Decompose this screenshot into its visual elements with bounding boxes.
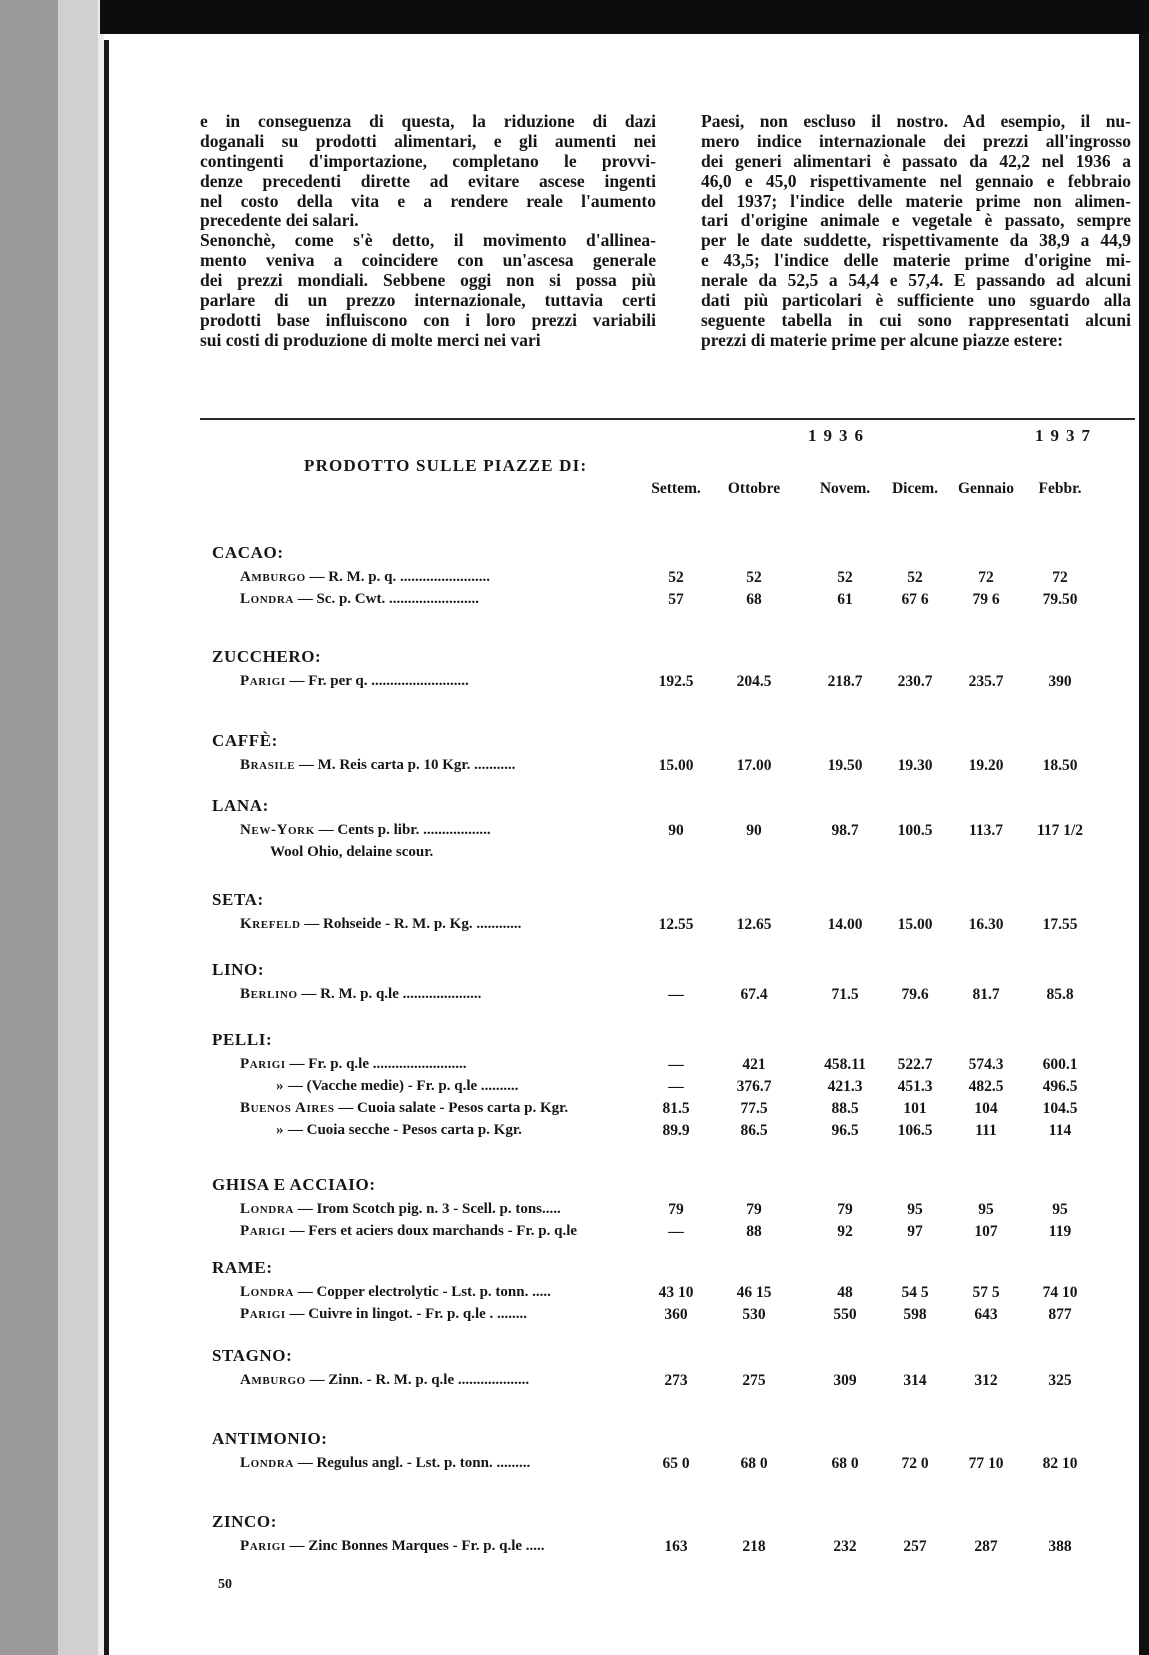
category-heading: LANA: (212, 796, 269, 815)
row-description: — Cuoia salate - Pesos carta p. Kgr. (338, 1100, 569, 1116)
table-cell: 451.3 (897, 1078, 933, 1095)
row-city: Buenos Aires (240, 1100, 335, 1116)
row-description: — Fr. per q. .......................... (289, 673, 469, 689)
table-cell: 79.6 (901, 986, 929, 1003)
right-column-line: dati più particolari è sufficiente uno sguardo alla (701, 290, 1131, 311)
table-cell: 71.5 (831, 986, 859, 1003)
table-cell: 232 (833, 1538, 857, 1555)
right-column-line: per le date suddette, rispettivamente da 38,9 a 44,9 (701, 230, 1131, 251)
row-city: New-York (240, 822, 315, 838)
table-cell: 88 (746, 1223, 762, 1240)
table-cell: 230.7 (897, 673, 933, 690)
left-column-line: mento veniva a coincidere con un'ascesa generale (200, 250, 656, 271)
table-cell: 19.50 (827, 757, 863, 774)
table-cell: 496.5 (1042, 1078, 1078, 1095)
table-cell: 235.7 (968, 673, 1004, 690)
row-description: — Sc. p. Cwt. ........................ (297, 591, 479, 607)
table-top-rule (200, 418, 1135, 420)
table-row-label (240, 916, 668, 933)
table-row-label (276, 1078, 668, 1095)
table-cell: 17.55 (1042, 916, 1078, 933)
table-cell: — (668, 1056, 684, 1073)
table-cell: — (668, 1078, 684, 1095)
row-city: Parigi (240, 1306, 286, 1322)
row-description: — Fr. p. q.le ......................... (289, 1056, 467, 1072)
table-row-label (240, 1455, 668, 1472)
table-row-label (240, 986, 668, 1003)
table-cell: — (668, 986, 684, 1003)
left-column-line: denze precedenti dirette ad evitare ascese ingenti (200, 170, 656, 191)
table-cell: 16.30 (968, 916, 1004, 933)
right-column-line: 46,0 e 45,0 rispettivamente nel gennaio e febbraio (701, 170, 1131, 191)
table-row-label (240, 569, 668, 586)
table-cell: 68 0 (740, 1455, 768, 1472)
right-column-line: prezzi di materie prime per alcune piazze estere: (701, 329, 1064, 350)
table-cell: 218.7 (827, 673, 863, 690)
row-description: — M. Reis carta p. 10 Kgr. ........... (298, 757, 516, 773)
table-cell: 79 (668, 1201, 684, 1218)
category-heading: STAGNO: (212, 1346, 293, 1365)
category-heading: LINO: (212, 960, 265, 979)
table-cell: 68 (746, 591, 762, 608)
row-city: Londra (240, 591, 294, 607)
table-cell: 82 10 (1042, 1455, 1078, 1472)
row-description: — Cuivre in lingot. - Fr. p. q.le . ........ (289, 1306, 528, 1322)
table-cell: 273 (664, 1372, 688, 1389)
row-description: — Irom Scotch pig. n. 3 - Scell. p. tons..... (297, 1201, 561, 1217)
table-cell: 550 (833, 1306, 857, 1323)
table-cell: 74 10 (1042, 1284, 1078, 1301)
table-row-label (240, 1223, 668, 1240)
table-cell: 598 (903, 1306, 927, 1323)
table-cell: 114 (1048, 1122, 1072, 1139)
category-heading: RAME: (212, 1258, 273, 1277)
table-cell: 106.5 (897, 1122, 933, 1139)
table-cell: 104 (974, 1100, 998, 1117)
row-description: — Regulus angl. - Lst. p. tonn. ......... (297, 1455, 531, 1471)
scan-edge-top (100, 0, 1149, 34)
month-header: Novem. (819, 480, 871, 497)
table-cell: 18.50 (1042, 757, 1078, 774)
table-cell: 309 (833, 1372, 857, 1389)
table-cell: 101 (903, 1100, 927, 1117)
row-city: Parigi (240, 673, 286, 689)
right-column-line: del 1937; l'indice delle materie prime non alimen- (701, 190, 1131, 211)
table-cell: 119 (1048, 1223, 1072, 1240)
category-heading: ZUCCHERO: (212, 647, 322, 666)
table-cell: 314 (903, 1372, 927, 1389)
table-cell: 257 (903, 1538, 927, 1555)
left-column-line: parlare di un prezzo internazionale, tuttavia certi (200, 290, 656, 311)
page-number: 50 (218, 1577, 232, 1592)
table-cell: 19.20 (968, 757, 1004, 774)
table-row-label (240, 757, 668, 774)
table-cell: 15.00 (897, 916, 933, 933)
table-cell: 113.7 (968, 822, 1004, 839)
left-column-line: precedente dei salari. (200, 210, 359, 231)
table-cell: 88.5 (831, 1100, 859, 1117)
table-cell: 325 (1048, 1372, 1072, 1389)
table-cell: 111 (975, 1122, 997, 1139)
table-header-year-1936: 1936 (808, 426, 870, 445)
table-cell: 52 (668, 569, 684, 586)
table-cell: 61 (837, 591, 853, 608)
table-cell: 312 (974, 1372, 998, 1389)
right-column-line: nerale da 52,5 a 54,4 e 57,4. E passando ad alcuni (701, 270, 1131, 291)
table-cell: 52 (837, 569, 853, 586)
table-cell: 79 (837, 1201, 853, 1218)
table-cell: 12.55 (658, 916, 694, 933)
category-heading: GHISA E ACCIAIO: (212, 1175, 376, 1194)
table-cell: 275 (742, 1372, 766, 1389)
row-description: — Cents p. libr. .................. (318, 822, 491, 838)
table-cell: 95 (1052, 1201, 1068, 1218)
table-header-year-1937: 1937 (1035, 426, 1097, 445)
table-cell: 98.7 (831, 822, 859, 839)
month-header: Febbr. (1038, 480, 1082, 497)
table-row-label (240, 1100, 668, 1117)
table-row-label (240, 1306, 668, 1323)
table-row-label (240, 591, 668, 608)
table-cell: 95 (978, 1201, 994, 1218)
right-column-line: Paesi, non escluso il nostro. Ad esempio, il nu- (701, 112, 1131, 131)
table-cell: — (668, 1223, 684, 1240)
left-column-line: prodotti base influiscono con i loro prezzi variabili (200, 309, 656, 330)
table-cell: 360 (664, 1306, 688, 1323)
table-cell: 19.30 (897, 757, 933, 774)
table-cell: 43 10 (658, 1284, 694, 1301)
table-cell: 90 (746, 822, 762, 839)
category-heading: SETA: (212, 890, 264, 909)
table-cell: 877 (1048, 1306, 1072, 1323)
category-heading: ANTIMONIO: (212, 1429, 328, 1448)
table-cell: 92 (837, 1223, 853, 1240)
table-cell: 81.7 (972, 986, 1000, 1003)
row-city: Krefeld (240, 916, 301, 932)
table-cell: 81.5 (662, 1100, 690, 1117)
left-column-line: Senonchè, come s'è detto, il movimento d'allinea- (200, 230, 656, 251)
right-column-line: tari d'origine animale e vegetale è passato, sempre (701, 210, 1131, 231)
table-cell: 79.50 (1042, 591, 1078, 608)
table-cell: 100.5 (897, 822, 933, 839)
table-cell: 458.11 (824, 1056, 866, 1073)
category-heading: CAFFÈ: (212, 731, 278, 750)
right-column-line: mero indice internazionale dei prezzi all'ingrosso (701, 130, 1131, 151)
row-description: — Cuoia secche - Pesos carta p. Kgr. (287, 1122, 522, 1138)
row-city: Berlino (240, 986, 298, 1002)
text-column-right (701, 112, 1131, 351)
table-cell: 287 (974, 1538, 998, 1555)
table-cell: 96.5 (831, 1122, 859, 1139)
text-column-left (200, 112, 656, 351)
table-cell: 77.5 (740, 1100, 768, 1117)
month-header: Gennaio (958, 480, 1014, 497)
row-description: — R. M. p. q.le ..................... (301, 986, 482, 1002)
row-description: — (Vacche medie) - Fr. p. q.le .......... (287, 1078, 519, 1094)
table-cell: 104.5 (1042, 1100, 1078, 1117)
month-header: Settem. (651, 480, 701, 497)
table-cell: 72 (1052, 569, 1068, 586)
table-cell: 390 (1048, 673, 1072, 690)
right-column-line: dei generi alimentari è passato da 42,2 nel 1936 a (701, 150, 1131, 171)
row-city: Brasile (240, 757, 296, 773)
table-cell: 57 5 (972, 1284, 1000, 1301)
month-header: Dicem. (891, 480, 939, 497)
table-cell: 46 15 (736, 1284, 772, 1301)
left-column-line: doganali su prodotti alimentari, e gli aumenti nei (200, 130, 656, 151)
row-description: — Zinn. - R. M. p. q.le ................... (309, 1372, 530, 1388)
row-description: — R. M. p. q. ........................ (309, 569, 490, 585)
table-cell: 376.7 (736, 1078, 772, 1095)
table-cell: 89.9 (662, 1122, 690, 1139)
table-row-label (240, 1201, 668, 1218)
table-cell: 57 (668, 591, 684, 608)
row-description: Wool Ohio, delaine scour. (270, 844, 434, 860)
row-city: Amburgo (240, 1372, 306, 1388)
table-cell: 12.65 (736, 916, 772, 933)
table-cell: 86.5 (740, 1122, 768, 1139)
row-city: Londra (240, 1284, 294, 1300)
left-column-line: dei prezzi mondiali. Sebbene oggi non si possa più (200, 270, 656, 291)
table-cell: 85.8 (1046, 986, 1074, 1003)
table-cell: 72 0 (901, 1455, 929, 1472)
table-cell: 218 (742, 1538, 766, 1555)
table-cell: 192.5 (658, 673, 694, 690)
scan-edge-right (1139, 34, 1149, 1655)
left-column-line: sui costi di produzione di molte merci nei vari (200, 329, 541, 350)
row-city: » (276, 1078, 285, 1094)
table-row-label (240, 822, 668, 839)
table-cell: 77 10 (968, 1455, 1004, 1472)
scan-binding-line (104, 40, 109, 1655)
category-heading: ZINCO: (212, 1512, 277, 1531)
scan-edge-left (0, 0, 58, 1655)
table-cell: 421.3 (827, 1078, 863, 1095)
table-cell: 54 5 (901, 1284, 929, 1301)
row-description: — Fers et aciers doux marchands - Fr. p. q.le (289, 1223, 578, 1239)
table-cell: 522.7 (897, 1056, 933, 1073)
table-cell: 574.3 (968, 1056, 1004, 1073)
table-cell: 52 (746, 569, 762, 586)
row-description: — Copper electrolytic - Lst. p. tonn. ..... (297, 1284, 551, 1300)
table-cell: 65 0 (662, 1455, 690, 1472)
table-row-label (240, 1056, 668, 1073)
right-column-line: seguente tabella in cui sono rappresentati alcuni (701, 309, 1131, 330)
category-heading: PELLI: (212, 1030, 273, 1049)
month-header: Ottobre (727, 480, 781, 497)
category-heading: CACAO: (212, 543, 284, 562)
row-city: Parigi (240, 1056, 286, 1072)
table-row-label (240, 1538, 668, 1555)
row-city: Londra (240, 1455, 294, 1471)
table-cell: 163 (664, 1538, 688, 1555)
table-cell: 72 (978, 569, 994, 586)
table-cell: 107 (974, 1223, 998, 1240)
table-cell: 421 (742, 1056, 766, 1073)
table-cell: 17.00 (736, 757, 772, 774)
table-cell: 530 (742, 1306, 766, 1323)
table-cell: 67 6 (901, 591, 929, 608)
table-header-product: PRODOTTO SULLE PIAZZE DI: (304, 456, 588, 475)
table-row-label (240, 1372, 668, 1389)
table-cell: 97 (907, 1223, 923, 1240)
row-city: Amburgo (240, 569, 306, 585)
scan-edge-left-inner (58, 0, 98, 1655)
table-cell: 48 (837, 1284, 853, 1301)
row-city: Parigi (240, 1538, 286, 1554)
left-column-line: contingenti d'importazione, completano le provvi- (200, 150, 656, 171)
table-cell: 68 0 (831, 1455, 859, 1472)
table-row-label (240, 673, 668, 690)
table-cell: 67.4 (740, 986, 768, 1003)
left-column-line: e in conseguenza di questa, la riduzione di dazi (200, 111, 656, 131)
table-cell: 52 (907, 569, 923, 586)
table-row-label (276, 1122, 668, 1139)
table-cell: 643 (974, 1306, 998, 1323)
right-column-line: e 43,5; l'indice delle materie prime d'origine mi- (701, 250, 1131, 271)
table-row-label (270, 844, 668, 861)
table-cell: 79 6 (972, 591, 1000, 608)
table-cell: 600.1 (1042, 1056, 1078, 1073)
table-cell: 95 (907, 1201, 923, 1218)
row-city: » (276, 1122, 285, 1138)
row-city: Londra (240, 1201, 294, 1217)
table-cell: 15.00 (658, 757, 694, 774)
table-cell: 482.5 (968, 1078, 1004, 1095)
row-city: Parigi (240, 1223, 286, 1239)
row-description: — Zinc Bonnes Marques - Fr. p. q.le ..... (289, 1538, 545, 1554)
table-cell: 90 (668, 822, 684, 839)
table-cell: 117 1/2 (1036, 822, 1084, 839)
table-cell: 204.5 (736, 673, 772, 690)
table-cell: 14.00 (827, 916, 863, 933)
left-column-line: nel costo della vita e a rendere reale l'aumento (200, 190, 656, 211)
table-row-label (240, 1284, 668, 1301)
row-description: — Rohseide - R. M. p. Kg. ............ (304, 916, 522, 932)
table-cell: 79 (746, 1201, 762, 1218)
table-cell: 388 (1048, 1538, 1072, 1555)
